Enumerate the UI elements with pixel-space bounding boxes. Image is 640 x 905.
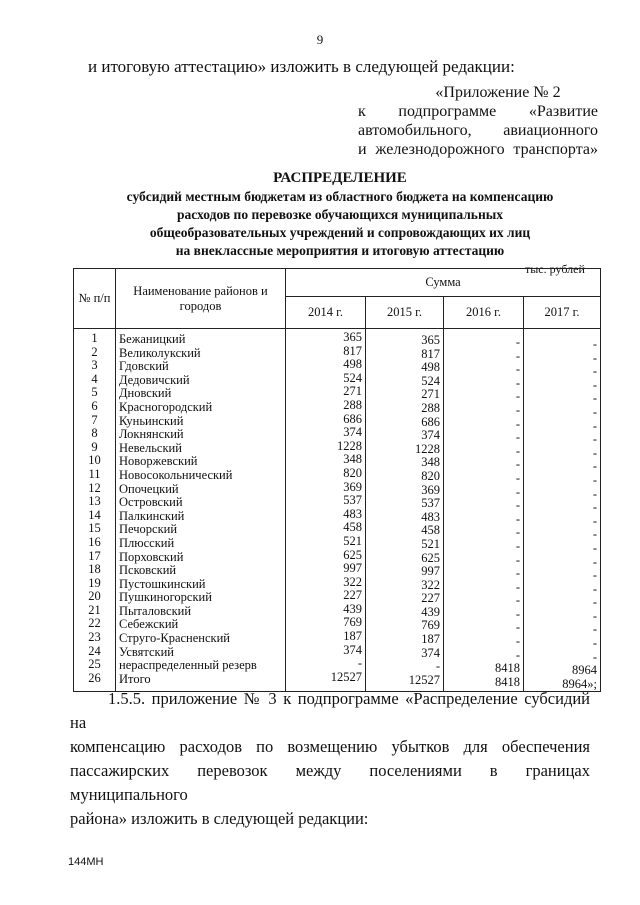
table-cell-v2014: 374 (343, 642, 362, 657)
footer-code: 144МН (68, 856, 104, 868)
appendix-line-1: «Приложение № 2 (435, 84, 561, 101)
header-2017: 2017 г. (524, 297, 601, 329)
table-cell-v2014: 458 (343, 520, 362, 535)
table-cell-name: Палкинский (119, 508, 185, 523)
table-cell-v2017: - (592, 486, 598, 501)
table-cell-v2014: 365 (343, 330, 362, 344)
table-cell-v2016: 8418 (495, 674, 520, 689)
table-cell-name: Пустошкинский (119, 576, 206, 591)
table-cell-n: 23 (88, 630, 101, 645)
table-cell-v2014: 686 (343, 411, 362, 426)
table-cell-v2016: - (515, 375, 520, 390)
table-cell-v2015: 322 (421, 577, 440, 592)
table-cell-name: Струго-Красненский (119, 631, 230, 646)
table-cell-v2017: - (592, 364, 598, 379)
table-cell-v2017: - (592, 404, 598, 419)
table-cell-v2017: - (592, 337, 598, 351)
table-cell-n: 17 (88, 548, 101, 563)
body-paragraph (70, 687, 590, 831)
paragraph-line-3: пассажирских перевозок между поселениями в границах муниципального (70, 761, 590, 804)
table-cell-v2015: 686 (421, 414, 440, 429)
header-sum: Сумма (286, 269, 601, 297)
table-cell-v2017: 8964 (572, 663, 598, 678)
table-cell-name: Великолукский (119, 345, 201, 360)
col-name (116, 329, 286, 692)
table-cell-name: Пушкиногорский (119, 590, 212, 605)
document-subtitle (80, 188, 600, 260)
table-cell-n: 1 (91, 331, 98, 345)
table-cell-n: 7 (91, 412, 98, 427)
table-cell-n: 19 (88, 575, 101, 590)
table-cell-v2017: - (592, 581, 598, 596)
table-cell-name: Порховский (119, 549, 184, 564)
table-cell-v2015: 458 (421, 523, 440, 538)
paragraph-line-2: компенсацию расходов по возмещению убытков для обеспечения (70, 737, 590, 756)
table-cell-v2016: - (515, 647, 520, 662)
table-cell-v2014: 1228 (337, 438, 362, 453)
table-cell-v2015: 537 (421, 496, 440, 511)
table-cell-v2015: 997 (421, 564, 440, 579)
table-cell-n: 8 (91, 426, 98, 441)
table-cell-name: Итого (119, 671, 151, 686)
table-cell-name: Усвятский (119, 644, 174, 659)
table-cell-n: 5 (91, 385, 98, 400)
table-cell-n: 20 (88, 589, 101, 604)
units-label: тыс. рублей (525, 262, 585, 276)
table-cell-v2017: - (592, 527, 598, 542)
header-name: Наименование районов и городов (116, 269, 286, 329)
table-cell-v2015: 288 (421, 400, 440, 415)
table-cell-n: 25 (88, 657, 101, 672)
table-cell-n: 12 (88, 480, 101, 495)
table-cell-v2014: 227 (343, 588, 362, 603)
col-num (74, 329, 116, 692)
table-cell-name: Бежаницкий (119, 332, 186, 346)
table-cell-v2014: 348 (343, 452, 362, 467)
table-cell-n: 4 (91, 371, 98, 386)
paragraph-line-1 (70, 687, 590, 735)
table-cell-v2014: - (357, 656, 362, 671)
table-cell-name: Островский (119, 495, 183, 510)
table-cell-v2014: 187 (343, 629, 362, 644)
table-cell-name: Себежский (119, 617, 179, 632)
table-cell-v2016: - (515, 579, 520, 594)
table-cell-name: Печорский (119, 522, 178, 537)
table-cell-v2015: 625 (421, 550, 440, 565)
table-cell-n: 14 (88, 507, 101, 522)
table-cell-v2014: 769 (343, 615, 362, 630)
table-cell-v2016: - (515, 620, 520, 635)
table-cell-v2014: 12527 (330, 669, 362, 684)
table-cell-v2015: 521 (421, 536, 440, 551)
table-cell-v2017: - (592, 649, 598, 664)
table-cell-v2016: - (515, 525, 520, 540)
table-cell-v2014: 369 (343, 479, 362, 494)
table-cell-v2016: - (515, 606, 520, 621)
table-cell-v2015: 271 (421, 387, 440, 402)
table-cell-v2017: - (592, 554, 598, 569)
table-cell-name: Псковский (119, 563, 177, 578)
table-cell-n: 15 (88, 521, 101, 536)
table-cell-v2017: - (592, 568, 598, 583)
table-cell-v2014: 997 (343, 561, 362, 576)
table-cell-v2015: 524 (421, 373, 440, 388)
table-cell-n: 22 (88, 616, 101, 631)
table-cell-v2014: 439 (343, 601, 362, 616)
table-cell-v2014: 374 (343, 425, 362, 440)
table-cell-v2017: - (592, 622, 598, 637)
table-cell-name: Красногородский (119, 399, 213, 414)
table-cell-v2015: 483 (421, 509, 440, 524)
table-cell-name: Опочецкий (119, 481, 179, 496)
col-2014 (286, 329, 366, 692)
table-cell-v2017: - (592, 350, 598, 365)
table-cell-v2014: 498 (343, 357, 362, 372)
table-cell-v2014: 521 (343, 533, 362, 548)
table-cell-v2015: 374 (421, 645, 440, 660)
appendix-line-3: автомобильного, авиационного (358, 122, 598, 139)
table-cell-v2014: 322 (343, 574, 362, 589)
table-cell-v2015: - (435, 659, 440, 674)
table-cell-v2014: 537 (343, 493, 362, 508)
header-num: № п/п (74, 269, 116, 329)
table-cell-v2015: 1228 (415, 441, 440, 456)
table-cell-name: Новоржевский (119, 454, 198, 469)
table-cell-name: Пыталовский (119, 603, 192, 618)
table-cell-n: 6 (91, 398, 98, 413)
table-cell-v2017: - (592, 500, 598, 515)
table-cell-v2016: - (515, 538, 520, 553)
table-cell-v2016: - (515, 484, 520, 499)
subtitle-line: общеобразовательных учреждений и сопровождающих их лиц (149, 225, 531, 240)
col-2015 (366, 329, 444, 692)
appendix-heading (358, 83, 598, 159)
table-cell-v2016: - (515, 511, 520, 526)
table-cell-v2016: - (515, 335, 520, 349)
table-cell-v2016: - (515, 566, 520, 581)
table-cell-v2017: - (592, 459, 598, 474)
table-cell-n: 3 (91, 358, 98, 373)
table-cell-name: Куньинский (119, 413, 184, 428)
table-cell-v2015: 348 (421, 455, 440, 470)
subtitle-line: на внеклассные мероприятия и итоговую аттестацию (175, 243, 505, 258)
page-number: 9 (316, 32, 324, 47)
table-cell-name: Дедовичский (119, 372, 190, 387)
table-cell-v2016: - (515, 362, 520, 377)
table-cell-name: нераспределенный резерв (119, 658, 257, 673)
paragraph-line-1-text: 1.5.5. приложение № 3 к подпрограмме «Распределение субсидий на (70, 689, 590, 732)
table-cell-name: Плюсский (119, 535, 175, 550)
header-2016: 2016 г. (444, 297, 524, 329)
table-cell-n: 26 (88, 670, 101, 685)
table-cell-n: 9 (91, 439, 98, 454)
table-cell-v2016: - (515, 498, 520, 513)
table-cell-v2014: 817 (343, 343, 362, 358)
table-cell-name: Новосокольнический (119, 467, 233, 482)
table-cell-n: 11 (88, 466, 101, 481)
table-cell-v2014: 524 (343, 370, 362, 385)
table-cell-v2015: 187 (421, 632, 440, 647)
paragraph-line-4: района» изложить в следующей редакции: (70, 809, 369, 828)
table-cell-v2016: - (515, 593, 520, 608)
table-cell-v2014: 625 (343, 547, 362, 562)
table-cell-v2017: - (592, 636, 598, 651)
table-cell-v2017: - (592, 608, 598, 623)
table-cell-v2016: - (515, 430, 520, 445)
table-cell-v2017: - (592, 377, 598, 392)
table-cell-v2016: - (515, 443, 520, 458)
subtitle-line: субсидий местным бюджетам из областного бюджета на компенсацию (126, 189, 554, 204)
table-cell-v2014: 820 (343, 465, 362, 480)
table-cell-v2016: - (515, 552, 520, 567)
table-cell-v2014: 271 (343, 384, 362, 399)
header-2014: 2014 г. (286, 297, 366, 329)
table-cell-v2017: - (592, 391, 598, 406)
table-cell-v2017: - (592, 432, 598, 447)
intro-text: и итоговую аттестацию» изложить в следующей редакции: (88, 57, 515, 76)
table-cell-name: Невельский (119, 440, 182, 455)
table-cell-v2015: 374 (421, 428, 440, 443)
table-cell-n: 2 (91, 344, 98, 359)
table-cell-v2015: 227 (421, 591, 440, 606)
table-cell-v2015: 439 (421, 604, 440, 619)
table-cell-v2016: - (515, 634, 520, 649)
table-cell-v2015: 369 (421, 482, 440, 497)
table-cell-n: 18 (88, 562, 101, 577)
table-cell-name: Дновский (119, 386, 172, 401)
table-cell-v2015: 817 (421, 346, 440, 361)
table-cell-v2015: 365 (421, 333, 440, 347)
col-2017 (524, 329, 601, 692)
table-cell-v2017: - (592, 540, 598, 555)
subtitle-line: расходов по перевозке обучающихся муниципальных (176, 207, 504, 222)
table-cell-v2017: 8964»; (562, 676, 598, 691)
table-cell-n: 24 (88, 643, 101, 658)
table-cell-v2016: - (515, 457, 520, 472)
table-cell-v2016: - (515, 416, 520, 431)
table-cell-v2015: 769 (421, 618, 440, 633)
header-2015: 2015 г. (366, 297, 444, 329)
table-cell-v2014: 288 (343, 397, 362, 412)
table-cell-v2017: - (592, 472, 598, 487)
distribution-table (73, 268, 601, 692)
table-cell-v2016: - (515, 470, 520, 485)
table-cell-n: 21 (88, 602, 101, 617)
table-cell-n: 13 (88, 494, 101, 509)
col-2016 (444, 329, 524, 692)
document-title: РАСПРЕДЕЛЕНИЕ (273, 170, 407, 186)
table-cell-v2015: 498 (421, 360, 440, 375)
table-cell-v2015: 820 (421, 468, 440, 483)
table-cell-v2017: - (592, 513, 598, 528)
table-cell-v2017: - (592, 595, 598, 610)
table-cell-n: 10 (88, 453, 101, 468)
table-cell-v2016: 8418 (495, 661, 520, 676)
table-cell-name: Гдовский (119, 359, 169, 374)
table-cell-n: 16 (88, 534, 101, 549)
table-cell-v2016: - (515, 348, 520, 363)
table-cell-v2016: - (515, 389, 520, 404)
appendix-line-2: к подпрограмме «Развитие (358, 103, 598, 120)
table-cell-v2016: - (515, 402, 520, 417)
table-cell-v2014: 483 (343, 506, 362, 521)
table-cell-name: Локнянский (119, 427, 184, 442)
appendix-line-4: и железнодорожного транспорта» (358, 141, 598, 158)
table-cell-v2015: 12527 (408, 672, 440, 687)
table-cell-v2017: - (592, 418, 598, 433)
table-cell-v2017: - (592, 445, 598, 460)
